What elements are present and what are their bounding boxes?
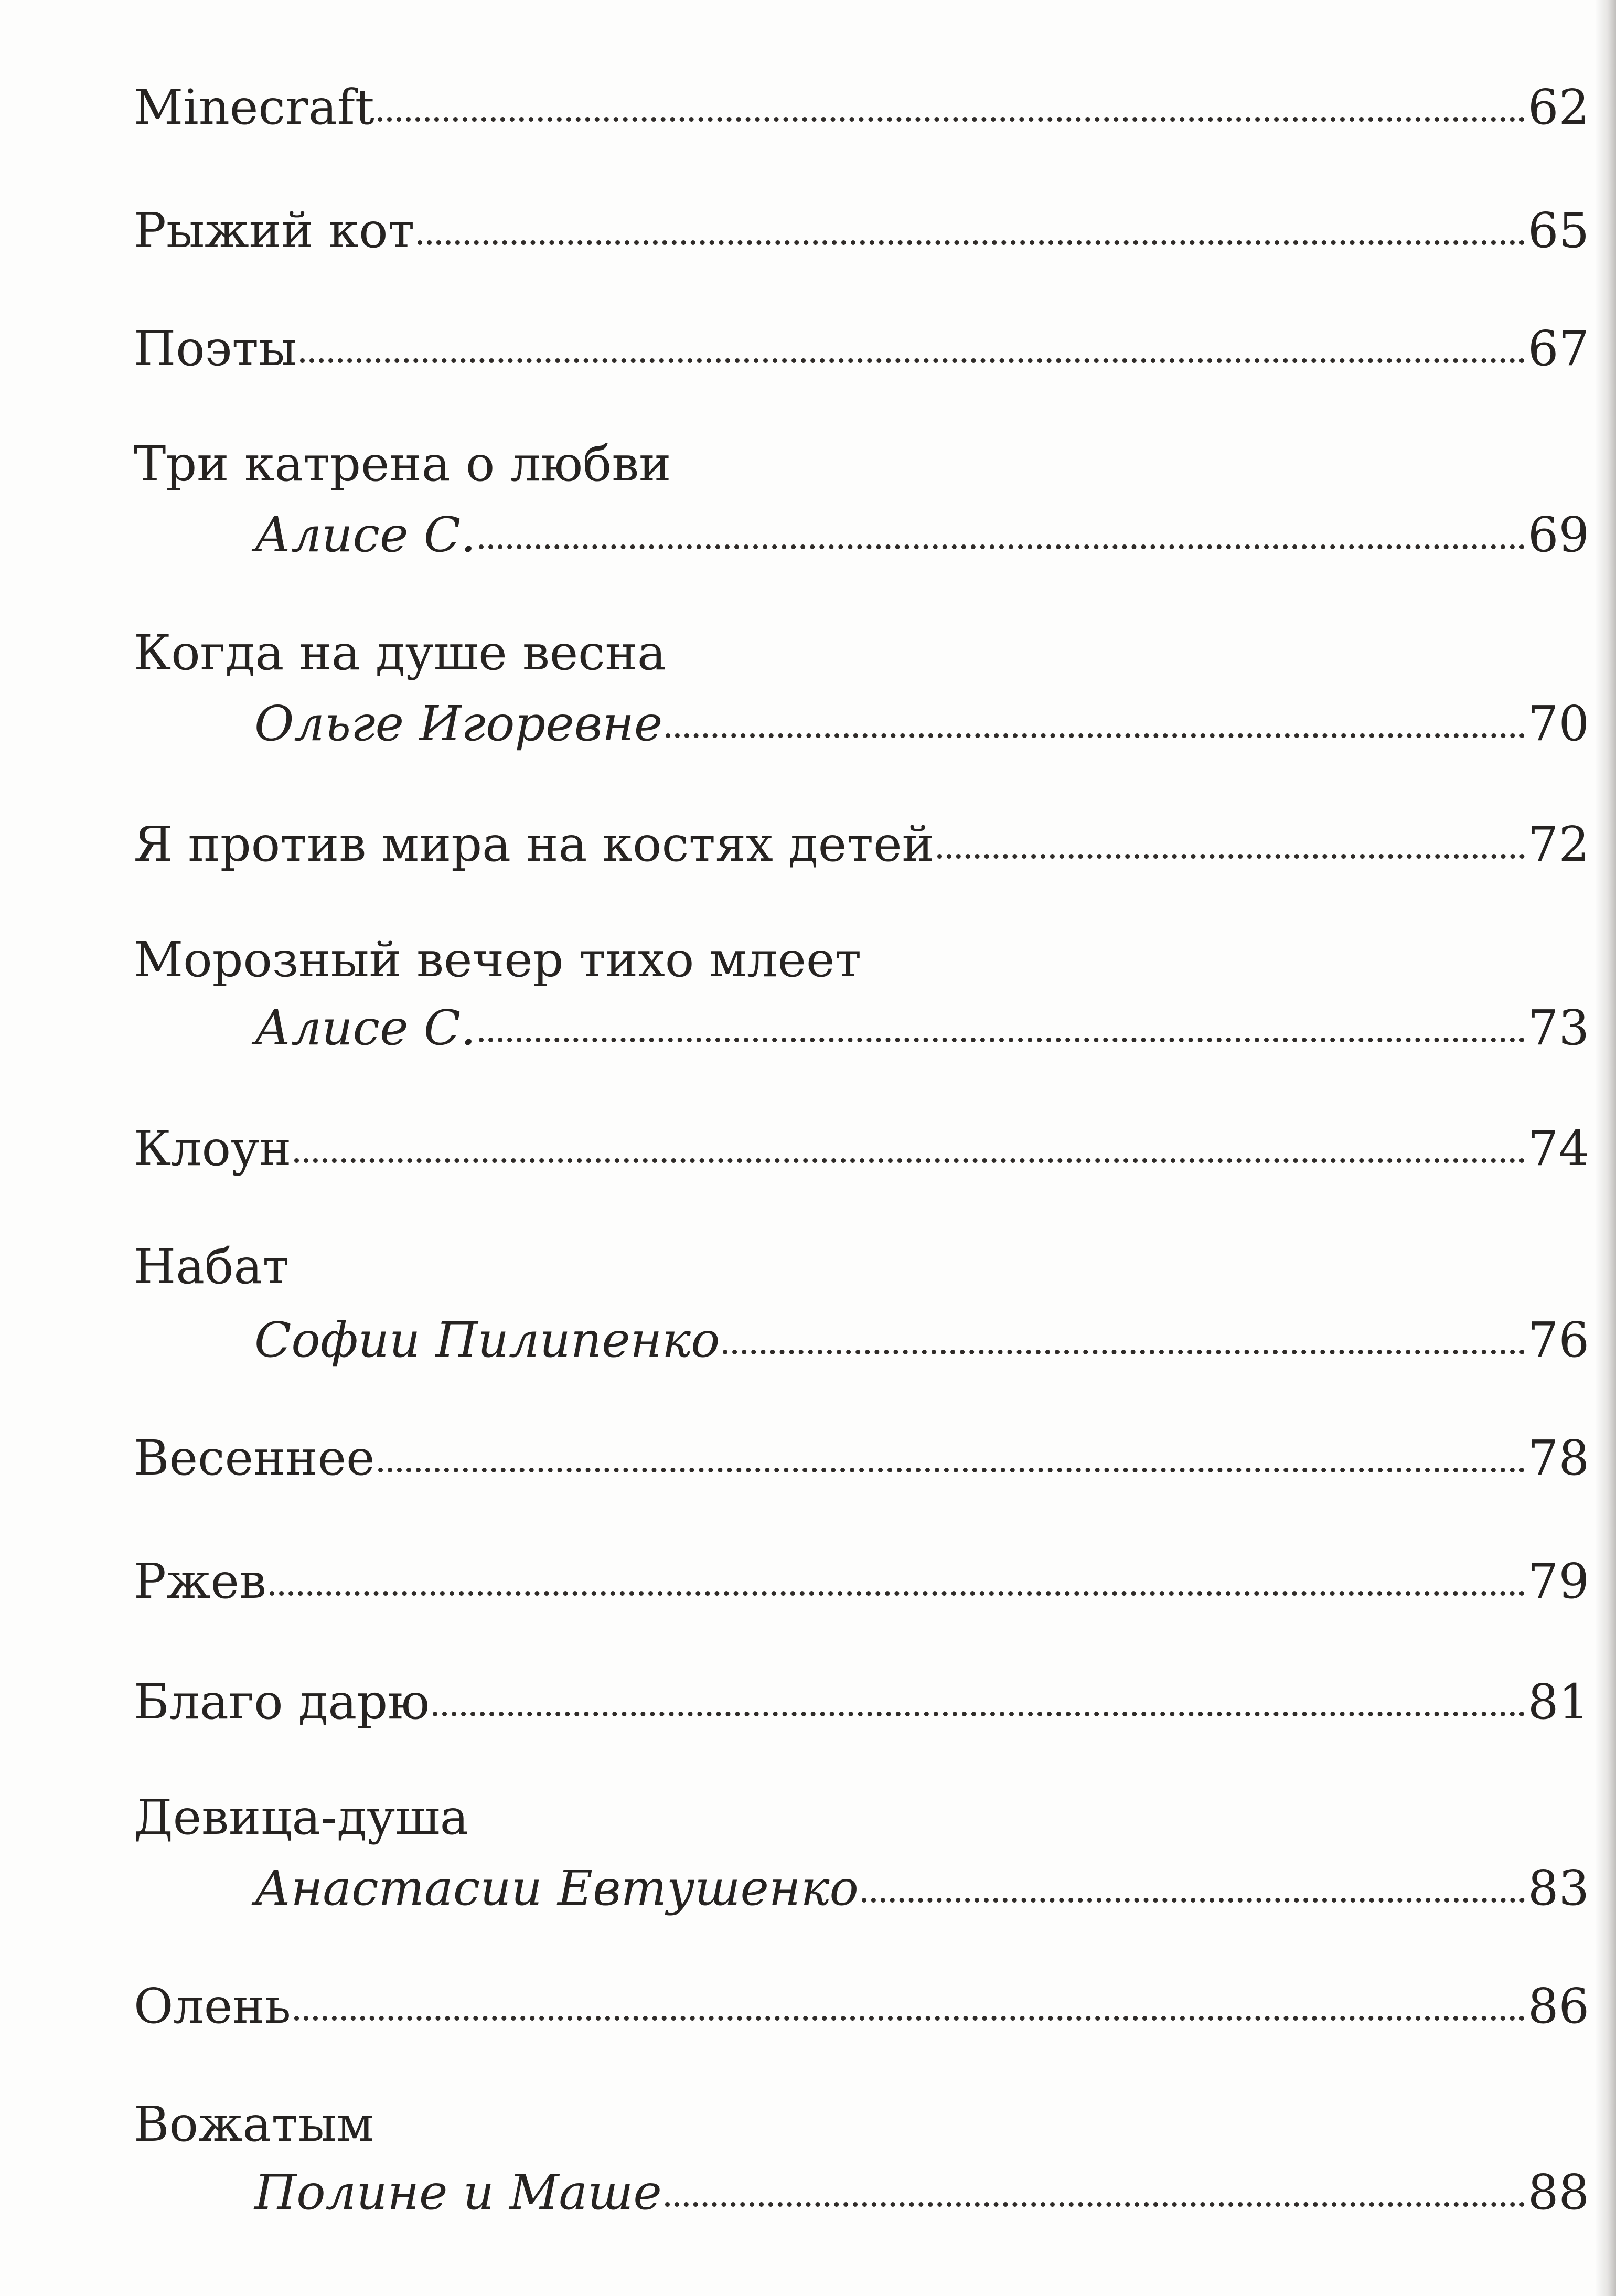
toc-page-number: 65 — [1527, 202, 1589, 259]
toc-entry-title: Minecraft — [134, 79, 374, 135]
toc-entry-moroznyy-vecher[interactable] — [254, 999, 1589, 1057]
toc-entry-title[interactable]: Морозный вечер тихо млеет — [134, 932, 862, 988]
toc-page-number: 76 — [1527, 1312, 1589, 1368]
toc-entry-minecraft[interactable] — [134, 79, 1589, 136]
toc-entry-title[interactable]: Три катрена о любви — [134, 436, 671, 492]
dot-leader — [378, 117, 1525, 122]
toc-entry-title: Я против мира на костях детей — [134, 816, 934, 872]
toc-entry-title: Рыжий кот — [134, 202, 415, 259]
toc-page-number: 74 — [1527, 1120, 1589, 1177]
toc-entry-poety[interactable] — [134, 320, 1589, 378]
toc-page-number: 79 — [1527, 1553, 1589, 1609]
toc-entry-ryzhiy-kot[interactable] — [134, 202, 1589, 260]
toc-page-number: 70 — [1527, 696, 1589, 752]
dot-leader — [294, 1158, 1524, 1163]
dot-leader — [300, 358, 1525, 363]
toc-page-number: 69 — [1527, 507, 1589, 563]
toc-page-number: 72 — [1527, 816, 1589, 872]
toc-page-number: 62 — [1527, 79, 1589, 135]
toc-entry-dedication: Ольге Игоревне — [254, 696, 663, 752]
toc-entry-kogda-na-dushe-vesna[interactable] — [254, 695, 1589, 753]
dot-leader — [666, 733, 1525, 738]
dot-leader — [862, 1898, 1525, 1903]
dot-leader — [665, 2202, 1525, 2207]
toc-entry-vozhatym[interactable] — [254, 2164, 1589, 2222]
toc-entry-rzhev[interactable] — [134, 1553, 1589, 1610]
toc-page-number: 86 — [1527, 1978, 1589, 2034]
dot-leader — [294, 2016, 1525, 2021]
dot-leader — [270, 1591, 1525, 1596]
toc-entry-dedication: Анастасии Евтушенко — [254, 1860, 859, 1916]
toc-entry-tri-katrena[interactable] — [254, 506, 1589, 564]
toc-entry-kloun[interactable] — [134, 1120, 1589, 1178]
toc-page-number: 73 — [1527, 1000, 1589, 1056]
toc-entry-title[interactable]: Девица-душа — [134, 1789, 469, 1845]
toc-entry-title: Олень — [134, 1978, 291, 2034]
toc-entry-title: Поэты — [134, 321, 297, 377]
toc-page-number: 81 — [1527, 1674, 1589, 1730]
toc-entry-title[interactable]: Когда на душе весна — [134, 625, 666, 681]
toc-entry-title: Клоун — [134, 1120, 292, 1177]
toc-entry-title: Благо дарю — [134, 1674, 430, 1730]
dot-leader — [418, 240, 1524, 245]
toc-page-number: 88 — [1527, 2164, 1589, 2220]
toc-entry-title: Весеннее — [134, 1430, 375, 1486]
dot-leader — [479, 544, 1525, 549]
toc-page-number: 67 — [1527, 321, 1589, 377]
toc-page-number: 83 — [1527, 1860, 1589, 1916]
toc-page-number: 78 — [1527, 1430, 1589, 1486]
dot-leader — [378, 1468, 1525, 1472]
toc-entry-title: Ржев — [134, 1553, 266, 1609]
toc-entry-title[interactable]: Набат — [134, 1238, 290, 1295]
toc-entry-ya-protiv-mira[interactable] — [134, 816, 1589, 873]
toc-entry-dedication: Полине и Маше — [254, 2164, 662, 2220]
toc-entry-dedication: Алисе С. — [254, 1000, 476, 1056]
dot-leader — [433, 1712, 1525, 1716]
toc-entry-devitsa-dusha[interactable] — [254, 1860, 1589, 1917]
toc-entry-olen[interactable] — [134, 1978, 1589, 2035]
dot-leader — [723, 1350, 1524, 1354]
toc-entry-vesennee[interactable] — [134, 1429, 1589, 1487]
toc-entry-nabat[interactable] — [254, 1311, 1589, 1369]
toc-entry-title[interactable]: Вожатым — [134, 2096, 374, 2152]
toc-entry-dedication: Софии Пилипенко — [254, 1312, 720, 1368]
dot-leader — [937, 854, 1525, 859]
toc-entry-blago-daryu[interactable] — [134, 1673, 1589, 1731]
toc-entry-dedication: Алисе С. — [254, 507, 476, 563]
dot-leader — [479, 1038, 1525, 1042]
